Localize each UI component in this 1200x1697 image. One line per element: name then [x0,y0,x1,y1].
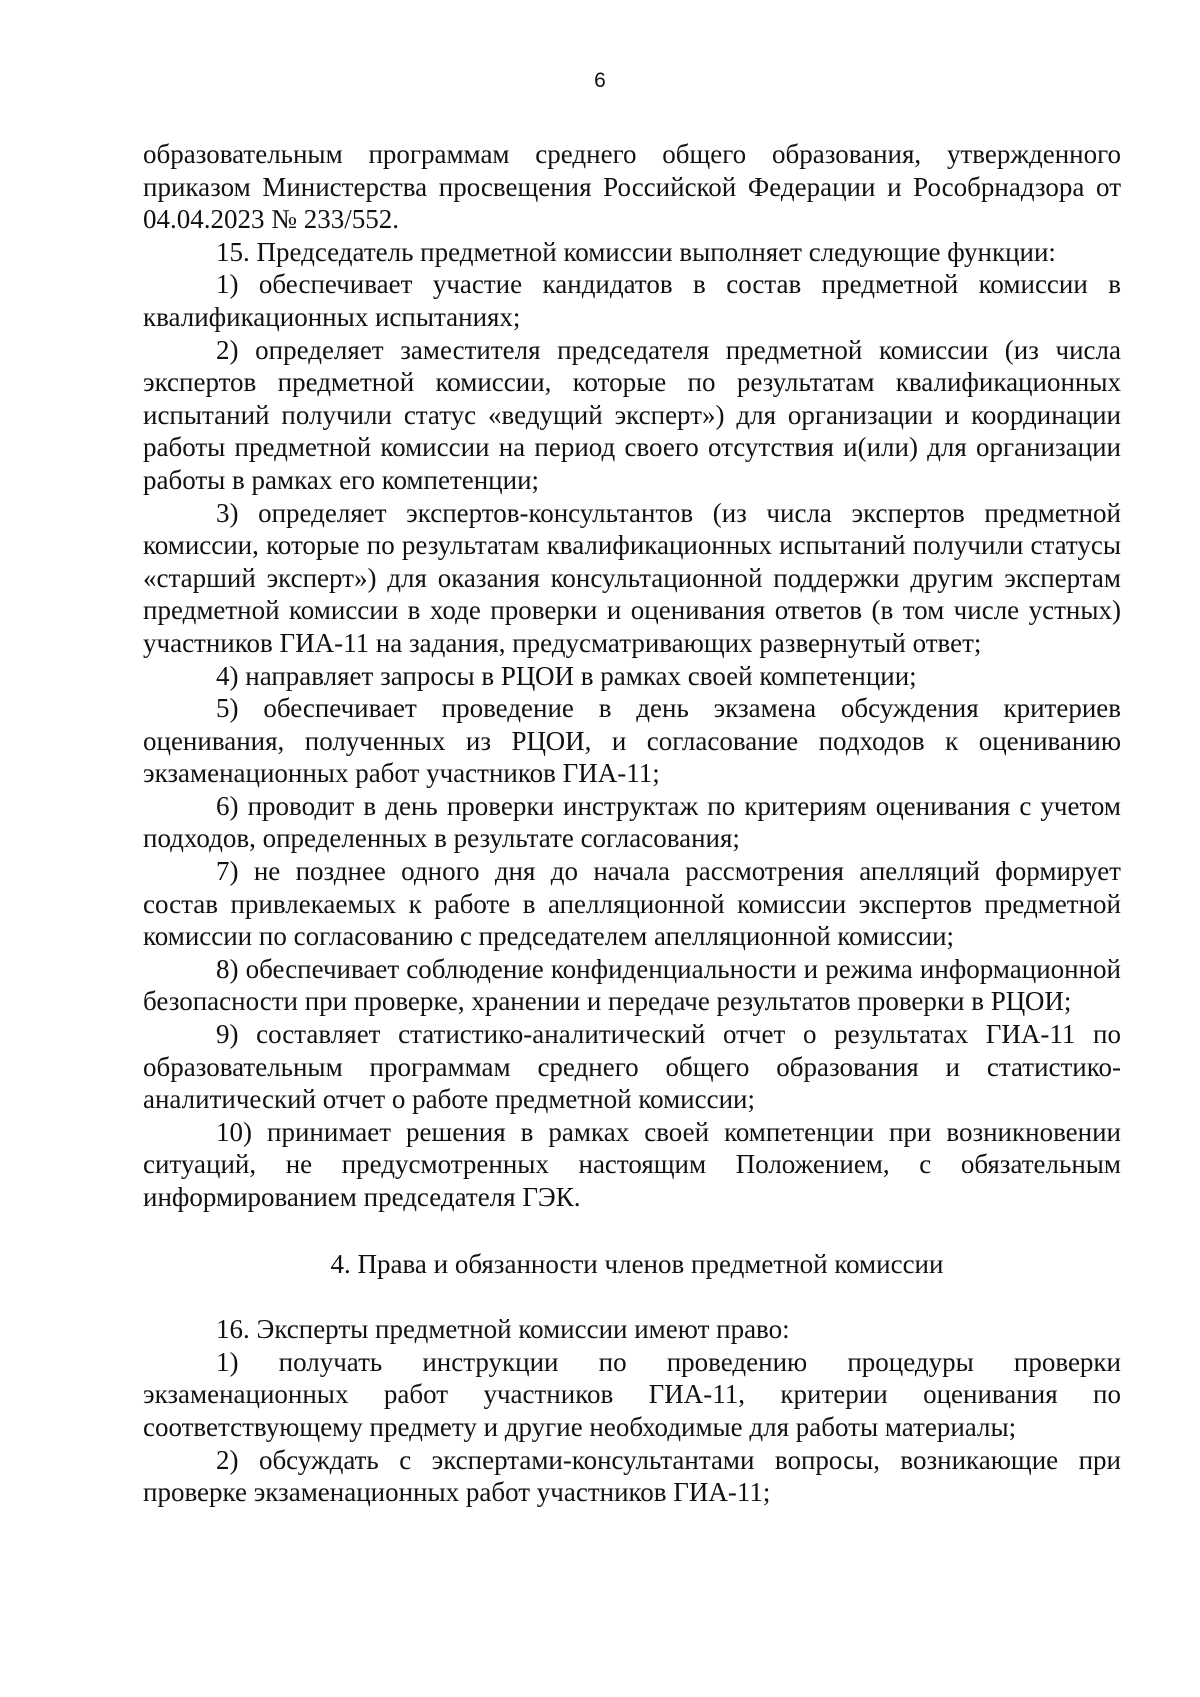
spacer [143,1214,1121,1248]
list-item-15-8: 8) обеспечивает соблюдение конфиденциальности и режима информационной безопасности при проверке, хранении и передаче результатов проверки в РЦОИ; [143,953,1121,1017]
list-item-15-6: 6) проводит в день проверки инструктаж по критериям оценивания с учетом подходов, определенных в результате согласования; [143,790,1121,854]
list-item-15-3: 3) определяет экспертов-консультантов (из числа экспертов предметной комиссии, которые по результатам квалификационных испытаний получили статусы «старший эксперт») для оказания консультационной поддержки другим экспертам предметной комиссии в ходе проверки и оценивания ответов (в том числе устных) участников ГИА-11 на задания, предусматривающих развернутый ответ; [143,497,1121,658]
list-item-15-10: 10) принимает решения в рамках своей компетенции при возникновении ситуаций, не предусмотренных настоящим Положением, с обязательным информированием председателя ГЭК. [143,1116,1121,1212]
spacer [143,1280,1121,1313]
list-item-15-7: 7) не позднее одного дня до начала рассмотрения апелляций формирует состав привлекаемых к работе в апелляционной комиссии экспертов предметной комиссии по согласованию с председателем апелляционной комиссии; [143,856,1121,952]
section-heading: 4. Права и обязанности членов предметной комиссии [330,1248,944,1279]
list-item-15-5: 5) обеспечивает проведение в день экзамена обсуждения критериев оценивания, полученных из РЦОИ, и согласование подходов к оцениванию экзаменационных работ участников ГИА-11; [143,693,1121,789]
page-number: 6 [594,69,606,92]
paragraph-item-16: 16. Эксперты предметной комиссии имеют право: [216,1314,790,1345]
list-item-15-9: 9) составляет статистико-аналитический отчет о результатах ГИА-11 по образовательным программам среднего общего образования и статистико-аналитический отчет о работе предметной комиссии; [143,1019,1121,1115]
paragraph-item-15: 15. Председатель предметной комиссии выполняет следующие функции: [216,236,1056,267]
list-item-15-1: 1) обеспечивает участие кандидатов в состав предметной комиссии в квалификационных испытаниях; [143,269,1121,332]
list-item-16-2: 2) обсуждать с экспертами-консультантами вопросы, возникающие при проверке экзаменационных работ участников ГИА-11; [143,1444,1121,1508]
list-item-15-2: 2) определяет заместителя председателя предметной комиссии (из числа экспертов предметной комиссии, которые по результатам квалификационных испытаний получили статус «ведущий эксперт») для организации и координации работы предметной комиссии на период своего отсутствия и(или) для организации работы в рамках его компетенции; [143,334,1121,495]
list-item-15-4: 4) направляет запросы в РЦОИ в рамках своей компетенции; [216,660,917,691]
paragraph-continuation: образовательным программам среднего общего образования, утвержденного приказом Министерства просвещения Российской Федерации и Рособрнадзора от 04.04.2023 № 233/552. [143,139,1121,235]
document-body [143,138,1121,1509]
list-item-16-1: 1) получать инструкции по проведению процедуры проверки экзаменационных работ участников ГИА-11, критерии оценивания по соответствующему предмету и другие необходимые для работы материалы; [143,1346,1121,1442]
